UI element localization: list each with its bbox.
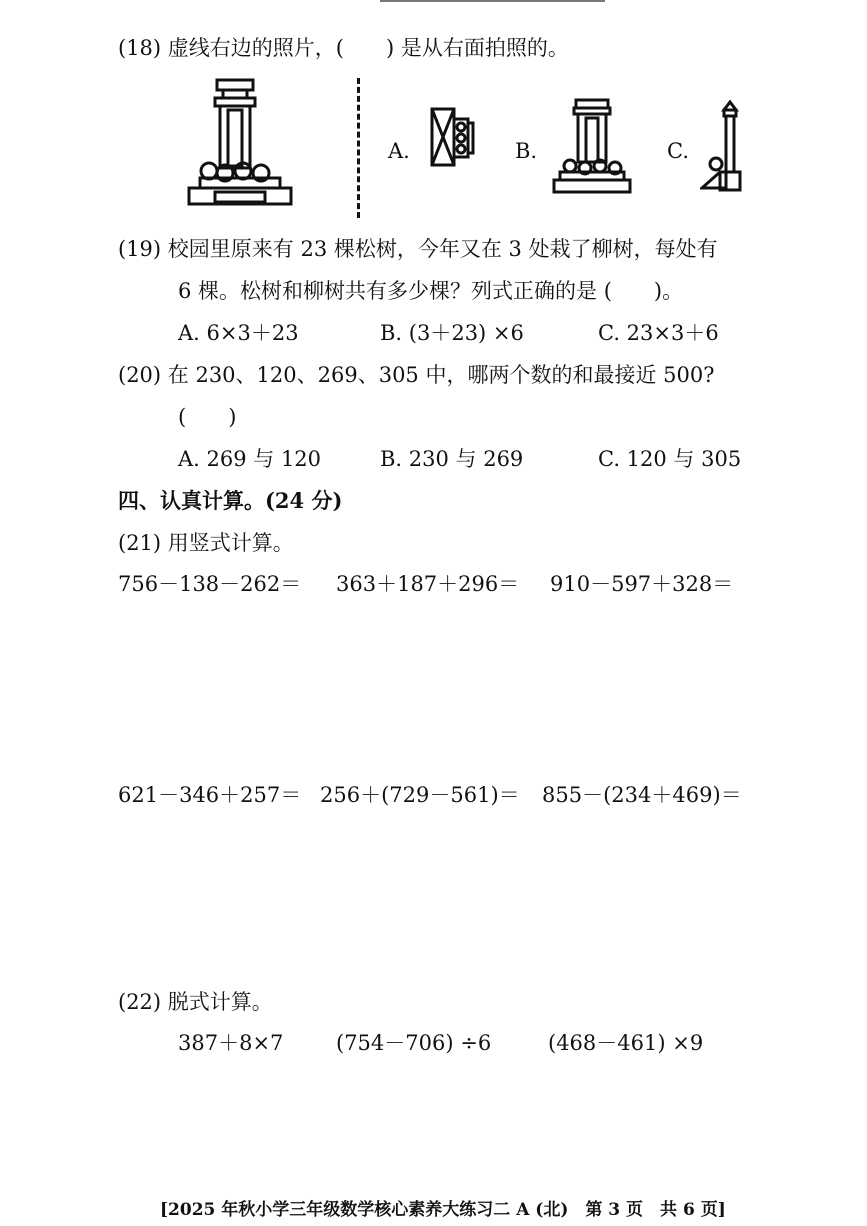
monument-back-figure [550,98,635,196]
q20-option-b: B. 230 与 269 [380,447,524,471]
q21-expression: 621－346＋257＝ [118,783,302,807]
section-4-heading: 四、认真计算。(24 分) [118,488,343,513]
q19-line2: 6 棵。松树和柳树共有多少棵？列式正确的是 ( )。 [178,279,684,303]
monument-right-figure [700,100,745,194]
q21-expression: 756－138－262＝ [118,572,302,596]
q19-option-a: A. 6×3＋23 [178,321,299,345]
q19-option-b: B. (3＋23) ×6 [380,321,524,345]
q18-option-c: C. [667,139,689,163]
page-footer: [2025 年秋小学三年级数学核心素养大练习二 A (北) 第 3 页 共 6 页] [160,1200,726,1220]
q20-option-c: C. 120 与 305 [598,447,742,471]
q21-expression: 910－597＋328＝ [550,572,734,596]
q22-expression: (468－461) ×9 [548,1031,704,1055]
q20-option-a: A. 269 与 120 [178,447,322,471]
dashed-divider [357,78,360,218]
q21-expression: 855－(234＋469)＝ [542,783,742,807]
q20-line2: ( ) [178,405,237,429]
q18-option-a: A. [388,139,410,163]
q22-title: (22) 脱式计算。 [118,990,273,1014]
q19-line1: (19) 校园里原来有 23 棵松树，今年又在 3 处栽了柳树，每处有 [118,237,718,261]
q22-expression: (754－706) ÷6 [336,1031,492,1055]
q18-option-b: B. [515,139,538,163]
monument-side-figure [430,105,475,170]
q18-text: (18) 虚线右边的照片，( ) 是从右面拍照的。 [118,36,569,60]
q20-line1: (20) 在 230、120、269、305 中，哪两个数的和最接近 500? [118,363,715,387]
q21-expression: 363＋187＋296＝ [336,572,520,596]
q19-option-c: C. 23×3＋6 [598,321,719,345]
q22-expression: 387＋8×7 [178,1031,284,1055]
monument-front-figure [185,78,295,213]
top-edge-line [380,0,605,2]
q21-title: (21) 用竖式计算。 [118,531,294,555]
q21-expression: 256＋(729－561)＝ [320,783,520,807]
